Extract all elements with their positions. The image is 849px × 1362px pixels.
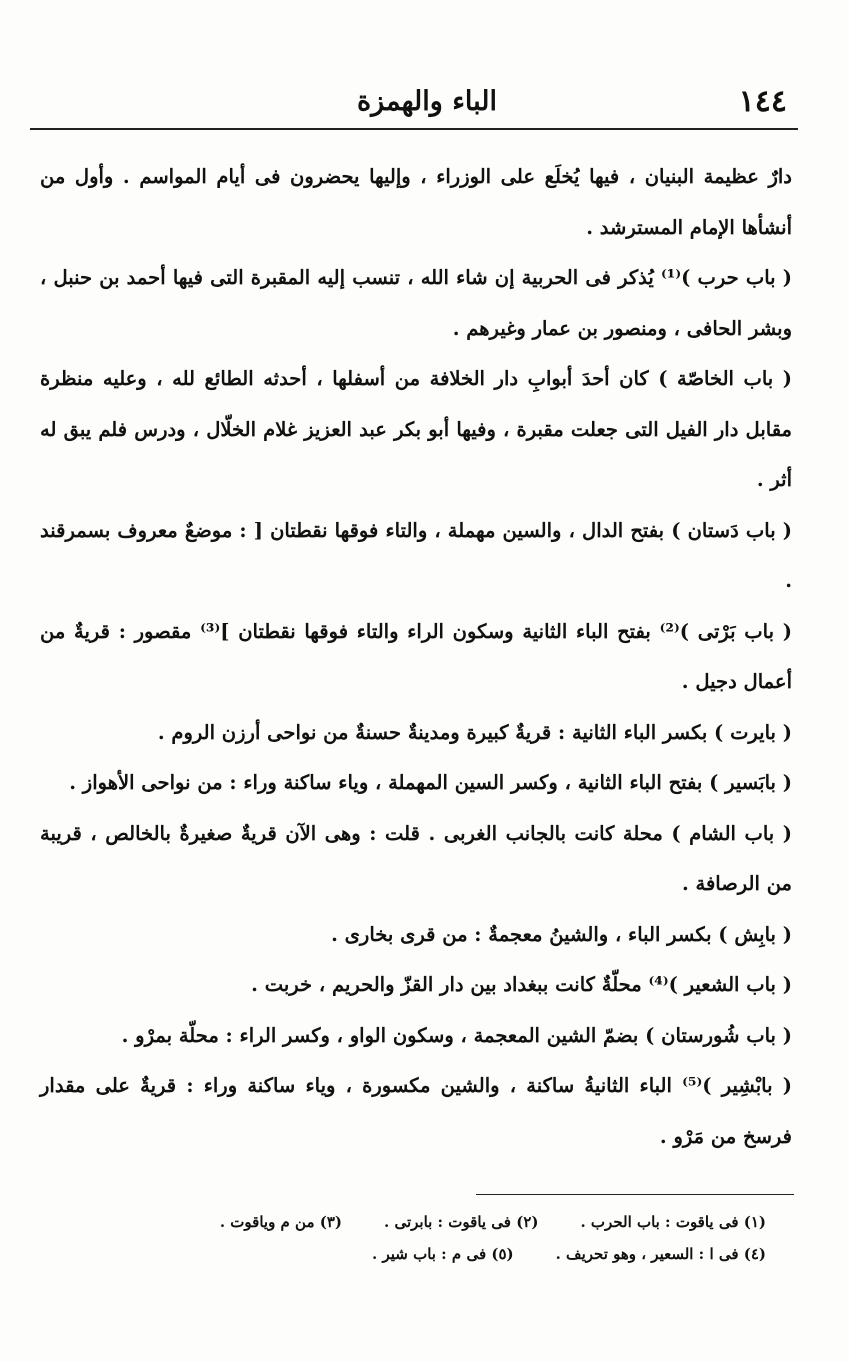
- entry-bayrat: ( بايرت ) بكسر الباء الثانية : قريةٌ كبيرة ومدينةٌ حسنةٌ من نواحى أرزن الروم .: [157, 720, 792, 744]
- footnote-4: (٤) فى ا : السعير ، وهو تحريف .: [555, 1245, 766, 1263]
- entry-bab-barti: ( باب بَرْتى )⁽²⁾ بفتح الباء الثانية وسكون الراء والتاء فوقها نقطتان ]⁽³⁾ مقصور : قريةٌ من أعمال دجيل .: [40, 619, 792, 693]
- footnote-5: (٥) فى م : باب شير .: [372, 1245, 514, 1263]
- footnote-2: (٢) فى ياقوت : بابرتى .: [384, 1213, 539, 1231]
- entry-bab-al-shair: ( باب الشعير )⁽⁴⁾ محلّةٌ كانت ببغداد بين دار القزّ والحريم ، خربت .: [251, 973, 792, 996]
- footnote-1: (١) فى ياقوت : باب الحرب .: [580, 1213, 766, 1231]
- footnote-rule: [476, 1194, 794, 1195]
- entry-bab-shurastan: ( باب شُورستان ) بضمّ الشين المعجمة ، وسكون الواو ، وكسر الراء : محلّة بمرْو .: [121, 1023, 792, 1047]
- footnote-3: (٣) من م وياقوت .: [219, 1213, 342, 1231]
- entry-bab-al-sham: ( باب الشام ) محلة كانت بالجانب الغربى . قلت : وهى الآن قريةٌ صغيرةٌ بالخالص ، قريبة من الرصافة .: [40, 821, 792, 895]
- entry-babshir: ( بابْشِير )⁽⁵⁾ الباء الثانيةُ ساكنة ، والشين مكسورة ، وياء ساكنة وراء : قريةٌ على مقدار فرسخ من مَرْو .: [40, 1074, 792, 1148]
- entry-bab-dastan: ( باب دَستان ) بفتح الدال ، والسين مهملة ، والتاء فوقها نقطتان [ : موضعٌ معروف بسمرقند .: [40, 518, 792, 592]
- footnote-line: [90, 1206, 766, 1238]
- entry-bab-al-khassa: ( باب الخاصّة ) كان أحدَ أبوابِ دار الخلافة من أسفلها ، أحدثه الطائع لله ، وعليه منظرة مقابل دار الفيل التى جعلت مقبرة ، وفيها أبو بكر عبد العزيز غلام الخلّال ، ودرس فلم يبق له أثر .: [40, 367, 792, 491]
- header-rule: [30, 128, 798, 130]
- entry-babish: ( بابِش ) بكسر الباء ، والشينُ معجمةٌ : من قرى بخارى .: [331, 922, 792, 946]
- entry-babasir: ( بابَسير ) بفتح الباء الثانية ، وكسر السين المهملة ، وياء ساكنة وراء : من نواحى الأهواز .: [69, 771, 792, 794]
- page-number: ١٤٤: [738, 84, 787, 119]
- entry-bab-harb: ( باب حرب )⁽¹⁾ يُذكر فى الحربية إن شاء الله ، تنسب إليه المقبرة التى فيها أحمد بن حنبل ، وبشر الحافى ، ومنصور بن عمار وغيرهم .: [40, 266, 792, 340]
- body-text: [40, 152, 792, 1162]
- entry-continued: دارٌ عظيمة البنيان ، فيها يُخلَع على الوزراء ، وإليها يحضرون فى أيام المواسم . وأول من أنشأها الإمام المسترشد .: [40, 165, 792, 239]
- running-title: الباء والهمزة: [356, 86, 497, 117]
- footnotes: [90, 1206, 766, 1270]
- footnote-line: [90, 1238, 766, 1270]
- running-header: [30, 84, 797, 126]
